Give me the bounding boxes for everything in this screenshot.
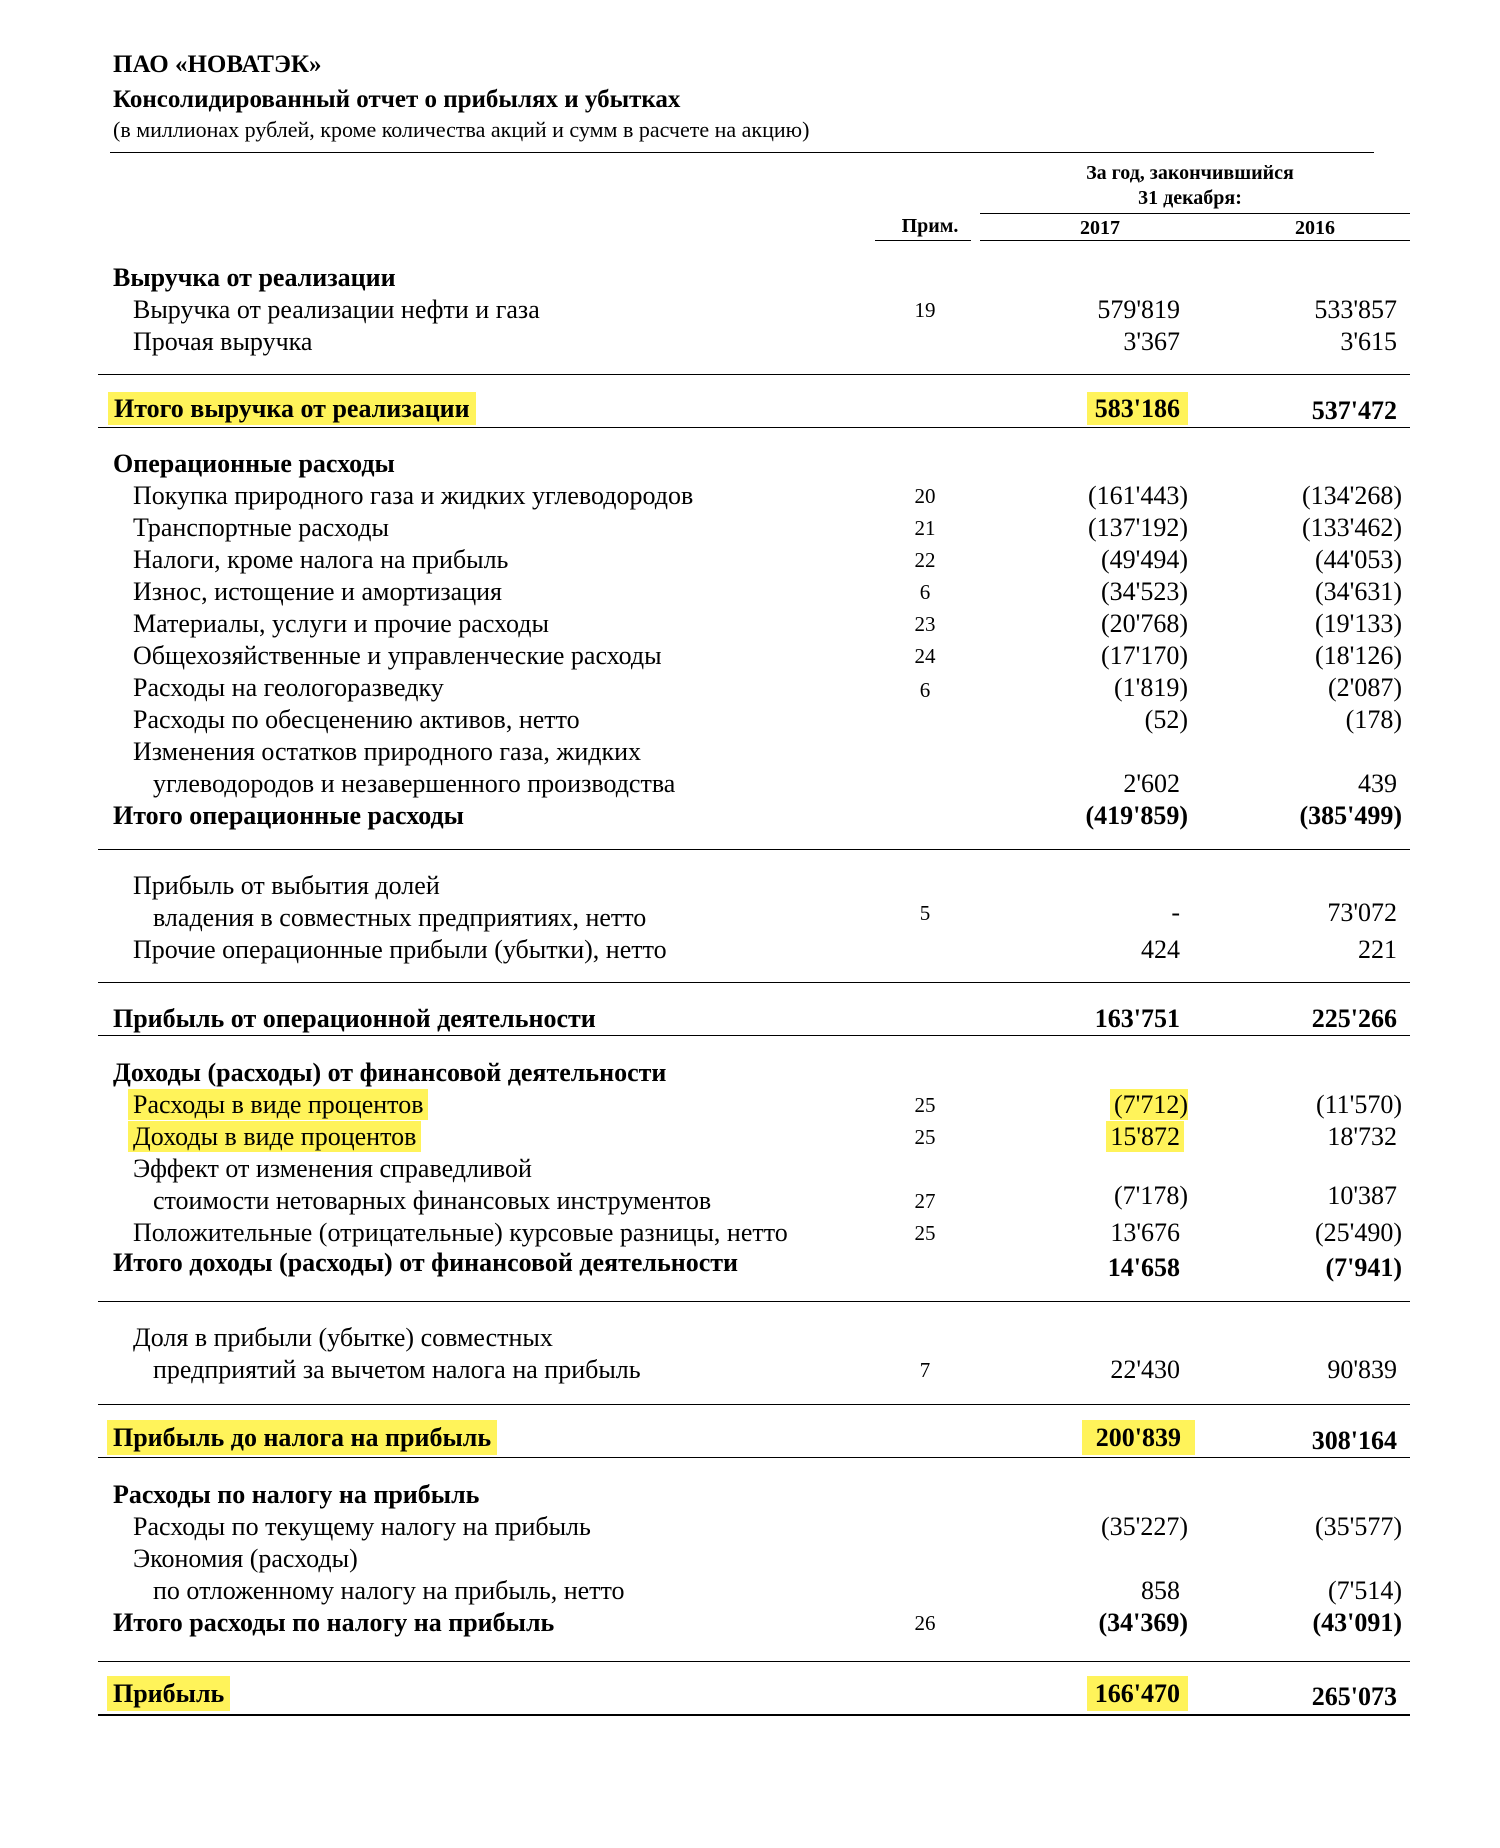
row-label: Итого доходы (расходы) от финансовой деятельности (113, 1248, 738, 1277)
value-2017: 424 (1141, 935, 1180, 964)
row-note: 5 (919, 901, 931, 925)
row-note: 20 (914, 484, 936, 508)
row-label: Покупка природного газа и жидких углеводородов (133, 481, 694, 510)
value-2016: (35'577) (1314, 1512, 1402, 1541)
value-2017: (52) (1144, 705, 1188, 734)
period-label: За год, закончившийся (1086, 162, 1294, 184)
value-2017: 166'470 (1087, 1676, 1188, 1711)
finance-section-title: Доходы (расходы) от финансовой деятельности (113, 1058, 667, 1087)
row-label-line1: Изменения остатков природного газа, жидких (133, 737, 642, 766)
value-2016: (44'053) (1314, 545, 1402, 574)
value-2016: (11'570) (1315, 1090, 1402, 1119)
section-rule (98, 1457, 1410, 1458)
row-label: Прибыль (107, 1676, 230, 1711)
value-2016: 537'472 (1311, 396, 1397, 425)
row-note: 22 (914, 548, 936, 572)
section-rule (98, 849, 1410, 850)
value-2016: (19'133) (1314, 609, 1402, 638)
value-2016: (2'087) (1327, 673, 1402, 702)
row-note: 27 (914, 1189, 936, 1213)
value-wrap (1110, 1092, 1188, 1118)
value-2016: 3'615 (1340, 327, 1397, 356)
value-2017: 858 (1141, 1576, 1180, 1605)
total-label-wrap (107, 1425, 497, 1451)
value-2016: (43'091) (1312, 1608, 1402, 1637)
value-2017-wrap (1082, 1425, 1195, 1451)
revenue-section-title: Выручка от реализации (113, 263, 396, 292)
tax-section-title: Расходы по налогу на прибыль (113, 1480, 480, 1509)
row-note: 25 (914, 1093, 936, 1117)
label-wrap (128, 1124, 421, 1150)
section-rule (98, 1661, 1410, 1662)
value-2017: (7'712) (1110, 1089, 1188, 1120)
row-label: Прибыль до налога на прибыль (107, 1420, 497, 1455)
row-label: Расходы по обесценению активов, нетто (133, 705, 580, 734)
value-2017: (49'494) (1100, 545, 1188, 574)
value-2016: 73'072 (1327, 898, 1397, 927)
value-2016: 10'387 (1327, 1181, 1397, 1210)
value-2016: (18'126) (1314, 641, 1402, 670)
row-label-line1: Экономия (расходы) (133, 1544, 358, 1573)
row-label: Итого расходы по налогу на прибыль (113, 1608, 555, 1637)
row-note: 6 (919, 580, 931, 604)
value-2016: 265'073 (1311, 1682, 1397, 1711)
value-2016: (34'631) (1314, 577, 1402, 606)
row-label: Расходы в виде процентов (128, 1089, 428, 1120)
value-2017: 583'186 (1087, 392, 1188, 425)
row-label-line1: Доля в прибыли (убытке) совместных (133, 1323, 553, 1352)
section-rule (98, 374, 1410, 375)
row-note: 26 (914, 1611, 936, 1635)
value-2017-wrap (1087, 396, 1188, 422)
note-column-header: Прим. (901, 215, 959, 237)
report-title: Консолидированный отчет о прибылях и убытках (113, 86, 681, 113)
year-2016-header: 2016 (1295, 217, 1335, 239)
value-2016: (178) (1345, 705, 1402, 734)
year-2017-header: 2017 (1080, 217, 1120, 239)
section-rule (98, 1035, 1410, 1036)
value-2017: 22'430 (1110, 1355, 1180, 1384)
row-label: Транспортные расходы (133, 513, 389, 542)
row-note: 23 (914, 612, 936, 636)
row-label-line2: владения в совместных предприятиях, нетто (153, 903, 647, 932)
row-label: Итого операционные расходы (113, 801, 464, 830)
row-label: Прочая выручка (133, 327, 313, 356)
value-2016: (25'490) (1314, 1218, 1402, 1247)
row-note: 19 (914, 298, 936, 322)
value-2017: (137'192) (1087, 513, 1188, 542)
value-2017: (419'859) (1085, 801, 1188, 830)
row-note: 21 (914, 516, 936, 540)
value-2017: 3'367 (1123, 327, 1180, 356)
value-2017: (17'170) (1100, 641, 1188, 670)
row-note: 6 (919, 678, 931, 702)
value-2016: 18'732 (1327, 1122, 1397, 1151)
report-subtitle: (в миллионах рублей, кроме количества акций и сумм в расчете на акцию) (113, 117, 810, 142)
value-2017: 579'819 (1097, 295, 1180, 324)
row-label: Положительные (отрицательные) курсовые разницы, нетто (133, 1218, 788, 1247)
value-wrap (1106, 1124, 1184, 1150)
header-rule (110, 152, 1374, 153)
row-label-line2: углеводородов и незавершенного производства (153, 769, 676, 798)
section-rule (98, 1301, 1410, 1302)
row-label: Доходы в виде процентов (128, 1121, 421, 1152)
row-label-line2: стоимости нетоварных финансовых инструментов (153, 1186, 712, 1215)
value-2017: (34'369) (1098, 1608, 1188, 1637)
value-2016: (133'462) (1301, 513, 1402, 542)
row-label: Расходы по текущему налогу на прибыль (133, 1512, 591, 1541)
row-label: Расходы на геологоразведку (133, 673, 444, 702)
row-label: Материалы, услуги и прочие расходы (133, 609, 549, 638)
value-2016: 439 (1358, 769, 1397, 798)
row-label: Прибыль от операционной деятельности (113, 1004, 596, 1033)
row-note: 24 (914, 644, 936, 668)
row-label-line2: по отложенному налогу на прибыль, нетто (153, 1576, 625, 1605)
period-date: 31 декабря: (1138, 187, 1242, 209)
row-label: Общехозяйственные и управленческие расходы (133, 641, 662, 670)
row-label-line1: Прибыль от выбытия долей (133, 871, 440, 900)
value-2017: (161'443) (1087, 481, 1188, 510)
value-2016: 225'266 (1311, 1004, 1397, 1033)
value-2017: (35'227) (1100, 1512, 1188, 1541)
period-rule (980, 213, 1410, 214)
value-2016: (7'941) (1325, 1253, 1402, 1282)
value-2016: 90'839 (1327, 1355, 1397, 1384)
value-2017: (7'178) (1113, 1181, 1188, 1210)
value-2017: 200'839 (1082, 1420, 1195, 1455)
row-label: Прочие операционные прибыли (убытки), нетто (133, 935, 667, 964)
value-2017: 15'872 (1106, 1121, 1184, 1152)
years-header-rule (980, 240, 1410, 241)
value-2016: (134'268) (1301, 481, 1402, 510)
value-2016: 533'857 (1314, 295, 1397, 324)
value-2017: 14'658 (1107, 1253, 1180, 1282)
total-label-wrap (107, 1681, 230, 1707)
label-wrap (128, 1092, 428, 1118)
value-2017: (34'523) (1100, 577, 1188, 606)
section-rule (98, 982, 1410, 983)
row-label: Налоги, кроме налога на прибыль (133, 545, 509, 574)
row-note: 25 (914, 1125, 936, 1149)
note-header-rule (875, 240, 971, 241)
row-label: Износ, истощение и амортизация (133, 577, 502, 606)
row-label: Итого выручка от реализации (108, 392, 476, 425)
total-label-wrap (108, 396, 476, 422)
value-2017: (1'819) (1113, 673, 1188, 702)
company-name: ПАО «НОВАТЭК» (113, 51, 322, 78)
value-2016: (385'499) (1299, 801, 1402, 830)
section-rule (98, 427, 1410, 428)
value-2017: 163'751 (1094, 1004, 1180, 1033)
section-rule (98, 1404, 1410, 1405)
row-note: 7 (919, 1358, 931, 1382)
opex-section-title: Операционные расходы (113, 449, 395, 478)
value-2016: 308'164 (1311, 1426, 1397, 1455)
value-2017-wrap (1087, 1681, 1188, 1707)
row-label-line2: предприятий за вычетом налога на прибыль (153, 1355, 641, 1384)
value-2017: (20'768) (1100, 609, 1188, 638)
final-double-rule (98, 1714, 1410, 1716)
row-label: Выручка от реализации нефти и газа (133, 295, 540, 324)
value-2016: (7'514) (1327, 1576, 1402, 1605)
row-note: 25 (914, 1221, 936, 1245)
value-2017: 2'602 (1123, 769, 1180, 798)
value-2016: 221 (1358, 935, 1397, 964)
row-label-line1: Эффект от изменения справедливой (133, 1154, 532, 1183)
value-2017: 13'676 (1110, 1218, 1180, 1247)
value-2017: - (1171, 898, 1180, 927)
